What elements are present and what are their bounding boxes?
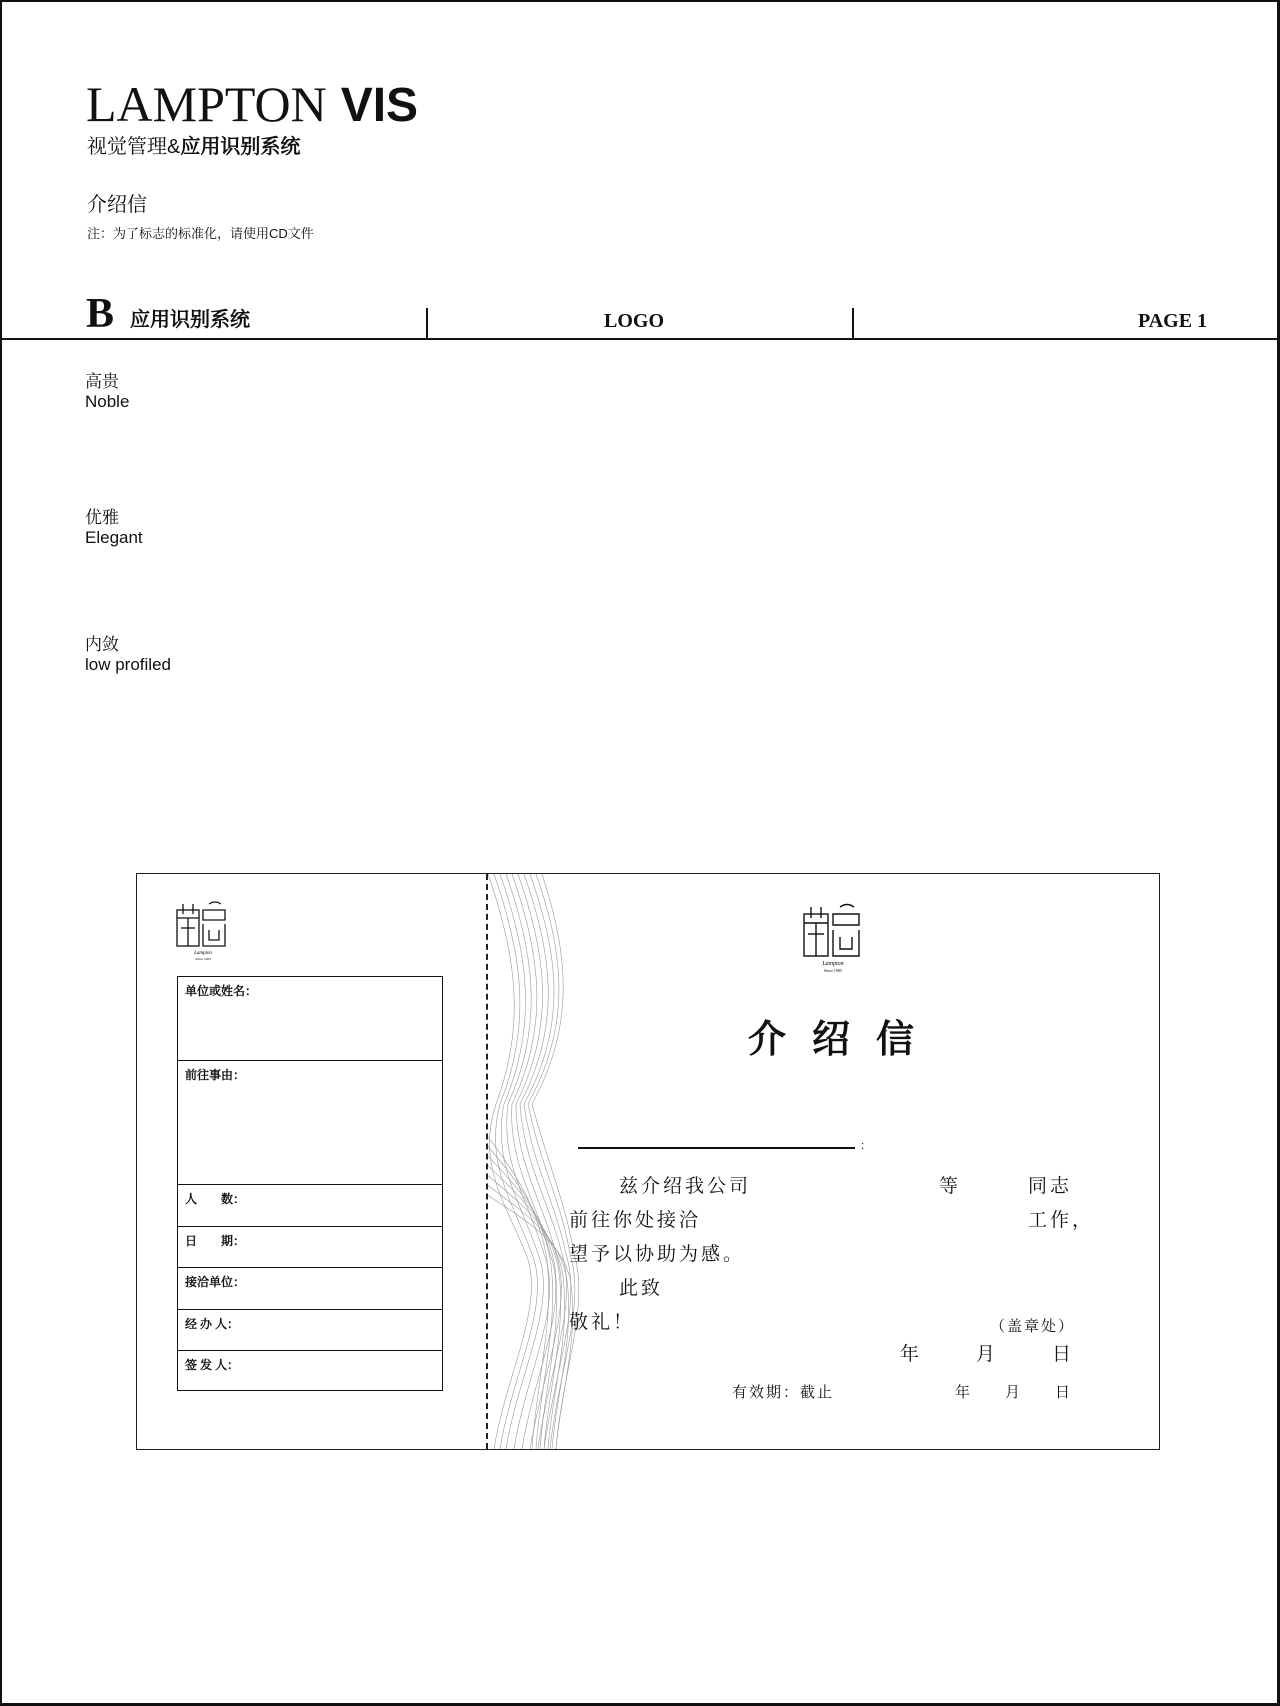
brand-subtitle-bold: 应用识别系统: [180, 136, 301, 158]
section-note: 注：为了标志的标准化，请使用CD文件: [87, 226, 314, 241]
keyword-elegant: [85, 508, 143, 548]
addressee-colon: ：: [860, 1140, 871, 1152]
stub-field-label: 接洽单位：: [185, 1275, 246, 1289]
stub-field-label: 单位或姓名：: [185, 984, 258, 998]
stub-field-label: 经 办 人：: [185, 1317, 240, 1331]
stub-field-label: 前往事由：: [185, 1068, 246, 1082]
letter-line3: 望予以协助为感。: [569, 1244, 746, 1265]
date-day: 日: [1052, 1344, 1075, 1365]
letter-line2-visit: 前往你处接洽: [569, 1210, 702, 1231]
keyword-cn: 高贵: [85, 372, 119, 391]
addressee-line[interactable]: [578, 1147, 855, 1149]
nav-underline: [0, 338, 1280, 340]
date-month: 月: [976, 1344, 999, 1365]
stub-field-purpose[interactable]: [178, 1060, 442, 1185]
brand-title: [86, 76, 418, 134]
letter-line1-comrade: 同志: [1028, 1176, 1073, 1197]
nav-logo-label: LOGO: [604, 310, 665, 332]
stub-field-label: 签 发 人：: [185, 1358, 240, 1372]
stub-field-receiving-unit[interactable]: [178, 1267, 442, 1309]
logo-script: Lampton: [194, 951, 212, 956]
validity-label: 有效期：截止: [732, 1385, 835, 1401]
validity-day: 日: [1055, 1385, 1073, 1401]
lampton-logo-icon: [175, 900, 231, 962]
nav-divider: [852, 308, 854, 338]
section-letter: B: [86, 291, 115, 337]
logo-since: Since 1985: [195, 957, 211, 961]
letter-line1-intro: 兹介绍我公司: [619, 1176, 752, 1197]
brand-title-bold: VIS: [340, 79, 419, 132]
letter-line1-etc: 等: [939, 1176, 962, 1197]
wave-lines-decoration: [486, 874, 596, 1449]
letter-line5: 敬礼！: [569, 1312, 636, 1333]
stub-field-handler[interactable]: [178, 1309, 442, 1351]
validity-month: 月: [1005, 1385, 1023, 1401]
keyword-low-profiled: [85, 635, 171, 675]
lampton-logo-icon: [802, 902, 864, 974]
stub-field-date[interactable]: [178, 1226, 442, 1268]
date-year: 年: [900, 1344, 923, 1365]
letter-title: 介绍信: [748, 1019, 941, 1061]
validity-year: 年: [955, 1385, 973, 1401]
perforation-line: [486, 874, 488, 1449]
letter-line2-work: 工作，: [1028, 1210, 1095, 1231]
brand-subtitle: [87, 135, 300, 159]
stub-form-table: [177, 976, 443, 1391]
stub-field-label: 人 数：: [185, 1192, 246, 1206]
stub-field-headcount[interactable]: [178, 1184, 442, 1226]
stub-field-label: 日 期：: [185, 1234, 246, 1248]
stub-field-issuer[interactable]: [178, 1350, 442, 1390]
section-label: 应用识别系统: [130, 309, 250, 331]
stub-field-unit-name[interactable]: [178, 977, 442, 1061]
keyword-cn: 内敛: [85, 635, 119, 654]
seal-placeholder: （盖章处）: [990, 1319, 1076, 1335]
keyword-cn: 优雅: [85, 508, 119, 527]
brand-title-light: LAMPTON: [86, 76, 327, 132]
logo-script: Lampton: [822, 961, 844, 967]
keyword-en: Elegant: [85, 528, 143, 547]
keyword-en: low profiled: [85, 655, 171, 674]
logo-since: Since 1985: [824, 968, 842, 973]
page-number: PAGE 1: [1138, 310, 1208, 332]
brand-subtitle-regular: 视觉管理&: [87, 136, 181, 158]
section-title: 介绍信: [87, 194, 147, 216]
keyword-en: Noble: [85, 392, 130, 411]
keyword-noble: [85, 372, 129, 412]
letter-line4: 此致: [619, 1278, 664, 1299]
nav-divider: [426, 308, 428, 338]
